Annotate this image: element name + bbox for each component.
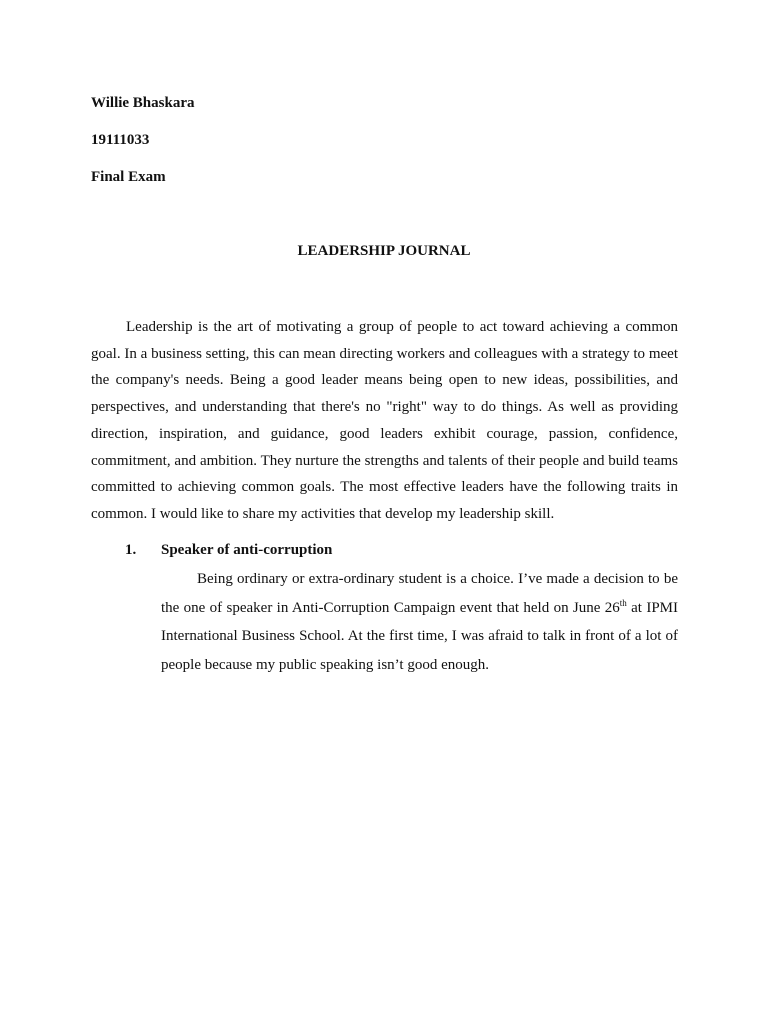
intro-paragraph: Leadership is the art of motivating a group of people to act toward achieving a common goal. In a business setting, this can mean directing workers and colleagues with a strategy to meet the company's needs. Being a good leader means being open to new ideas, possibilities, and perspectives, and understanding that there's no "right" way to do things. As well as providing direction, inspiration, and guidance, good leaders exhibit courage, passion, confidence, commitment, and ambition. They nurture the strengths and talents of their people and build teams committed to achieving common goals. The most effective leaders have the following traits in common. I would like to share my activities that develop my leadership skill.	[91, 319, 678, 522]
author-name: Willie Bhaskara	[91, 95, 195, 111]
exam-label: Final Exam	[91, 169, 166, 185]
ordinal-superscript: th	[619, 597, 627, 608]
section-number: 1.	[125, 542, 137, 558]
section-heading: Speaker of anti-corruption	[161, 542, 333, 558]
section-paragraph-text-end: at IPMI International Business School. At the first time, I was afraid to talk in front of a lot of people because my public speaking isn’t good enough.	[161, 599, 678, 673]
section-paragraph-text-start: Being ordinary or extra-ordinary student is a choice. I’ve made a decision to be the one of speaker in Anti-Corruption Campaign event that held on June 26	[161, 571, 678, 616]
section-paragraph	[161, 565, 678, 679]
document-title: LEADERSHIP JOURNAL	[297, 243, 471, 259]
student-id: 19111033	[91, 132, 150, 148]
